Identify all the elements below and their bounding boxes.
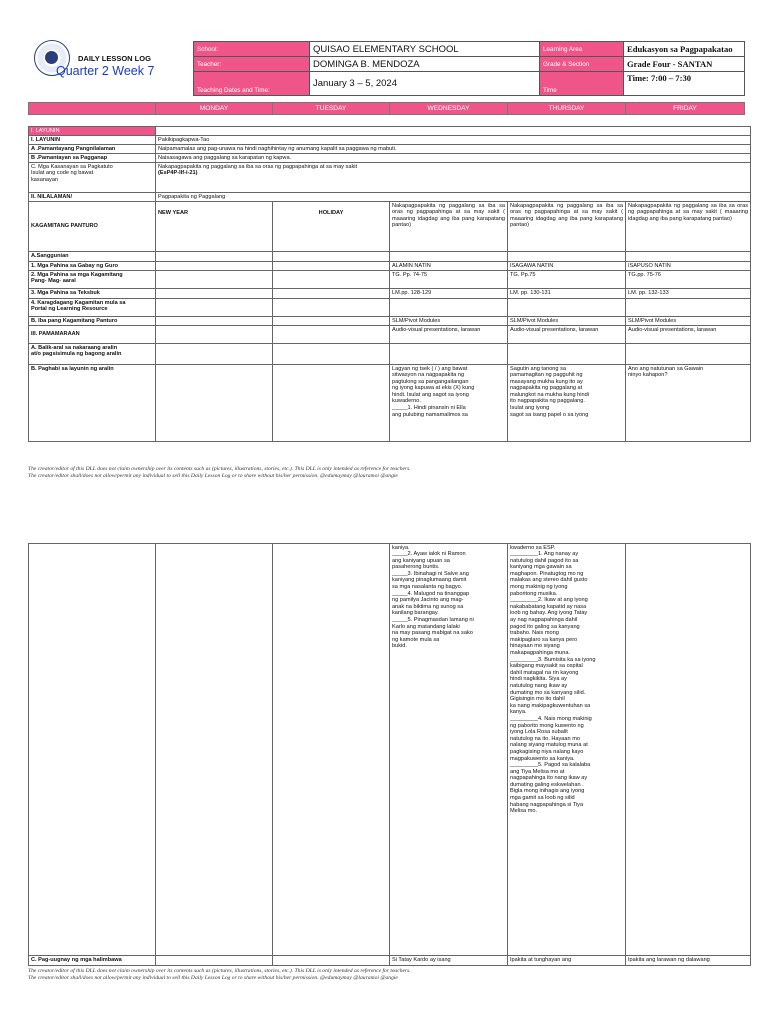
gabay-guro-label: 1. Mga Pahina sa Gabay ng Guro xyxy=(29,262,156,271)
footer-line1: The creator/editor of this DLL does not claim ownership over its contents such as (pictures, illustrations, stories, etc.). This DLL is only intended as reference for teachers. xyxy=(28,466,411,472)
pamantayang-pangnilalaman-value: Naipamamalas ang pag-unawa na hindi naghihintay ng anumang kapalit sa paggawa ng mabuti. xyxy=(156,145,751,154)
days-blank xyxy=(29,103,156,115)
paghabi-label: B. Paghabi sa layunin ng aralin xyxy=(29,365,156,442)
kasanayan-text: Nakapagpapakita ng paggalang sa iba sa oras ng pagpapahinga at sa may sakit xyxy=(158,163,358,170)
ip-thursday: SLM/Pivot Modules xyxy=(508,317,626,326)
grade-label: Grade & Section xyxy=(540,57,624,72)
footer-page1 xyxy=(28,466,750,481)
page2-wednesday-text: kaniya. _____2. Ayaw ialok ni Ramon ang kaniyang upuan sa pasaherong buntis. _____3. Ibinahagi ni Salve ang kaniyang pinaglumaang damit sa mga nasalanta ng bagyo. _____4. Malugod na tinanggap ng pamilya Jacinto ang mag- anak na biktima ng sunog sa kanilang barangay. _____5. Pinagmasdan lamang ni Karlo ang matandang lalaki na may pasang mabigat na sako ng kamote mula sa bukid. xyxy=(390,544,508,956)
kasanayan-label: C. Mga Kasanayan sa Pagkatuto Isulat ang code ng bawat kasanayan xyxy=(29,163,156,193)
paguugnay-wednesday: Si Tatay Kardo ay isang xyxy=(390,956,508,966)
paguugnay-thursday: Ipakita at tunghayan ang xyxy=(508,956,626,966)
area-value: Edukasyon sa Pagpapakatao xyxy=(624,42,745,57)
sanggunian-label: A.Sanggunian xyxy=(29,252,156,262)
holiday-label: HOLIDAY xyxy=(273,202,390,252)
day-monday: MONDAY xyxy=(156,103,273,115)
kp-wednesday: TG. Pp. 74-75 xyxy=(390,271,508,289)
day-thursday: THURSDAY xyxy=(508,103,626,115)
layunin-label: I. LAYUNIN xyxy=(29,136,156,145)
footer-line1: The creator/editor of this DLL does not claim ownership over its contents such as (pictures, illustrations, stories, etc.). This DLL is only intended as reference for teachers. xyxy=(28,968,411,974)
teksbuk-thursday: LM. pp. 130-131 xyxy=(508,289,626,299)
school-label: School: xyxy=(194,42,310,57)
layunin-value: Pakikipagkapwa-Tao xyxy=(156,136,751,145)
paghabi-wednesday: Lagyan ng tsek ( / ) ang bawat sitwasyon na nagpapakita ng pagtulong sa pangangailangan ng iyong kapuwa at ekis (X) kung hindi. Isulat ang sagot sa iyong kuwaderno. _____1. Hindi pinansin ni Ella ang pulubing namamalimos sa xyxy=(390,365,508,442)
day-friday: FRIDAY xyxy=(626,103,745,115)
kagamitang-pang-label: 2. Mga Pahina sa mga Kagamitang Pang- Mag- aaral xyxy=(29,271,156,289)
time-label: Time xyxy=(540,72,624,96)
lesson-grid-page1 xyxy=(28,126,751,442)
footer-line2: The creator/editor shall/does not allow/permit any individual to sell this Daily Lesson Log or to share without his/her permission. @edumaymay @lauramoi @angie xyxy=(28,975,398,982)
balik-aral-label: A. Balik-aral sa nakaraang aralin at/o pagsisimula ng bagong aralin xyxy=(29,344,156,365)
pamantayang-pangnilalaman-label: A .Pamantayang Pangnilalaman xyxy=(29,145,156,154)
iba-pang-label: B. Iba pang Kagamitang Panturo xyxy=(29,317,156,326)
teksbuk-wednesday: LM.pp. 128-129 xyxy=(390,289,508,299)
karagdagang-label: 4. Karagdagang Kagamitan mula sa Portal ng Learning Resource xyxy=(29,299,156,317)
kasanayan-code: (EsP4P-IIf-i-21) xyxy=(158,170,198,177)
footer-line2: The creator/editor shall/does not allow/permit any individual to sell this Daily Lesson Log or to share without his/her permission. @edumaymay @lauramoi @angie xyxy=(28,473,398,480)
kp-thursday: TG. Pp.75 xyxy=(508,271,626,289)
ip-wednesday: SLM/Pivot Modules xyxy=(390,317,508,326)
kasanayan-value xyxy=(156,163,751,193)
kagamitan-thursday: Nakapagpapakita ng paggalang sa iba sa oras ng pagpapahinga at sa may sakit ( maaaring idagdag ang iba pang karapatang pantao) xyxy=(508,202,626,252)
gabay-thursday: ISAGAWA NATIN xyxy=(508,262,626,271)
nilalaman-value: Pagpapakita ng Paggalang xyxy=(156,193,751,202)
pamantayan-pagganap-value: Naisasagawa ang paggalang sa karapatan ng kapwa. xyxy=(156,154,751,163)
dll-title: DAILY LESSON LOG xyxy=(78,54,151,63)
day-wednesday: WEDNESDAY xyxy=(390,103,508,115)
new-year-label: NEW YEAR xyxy=(156,202,273,252)
layunin-head: I. LAYUNIN xyxy=(29,127,156,136)
lesson-grid-page2 xyxy=(28,543,751,966)
school-value: QUISAO ELEMENTARY SCHOOL xyxy=(310,42,540,57)
kagamitan-label: KAGAMITANG PANTURO xyxy=(29,202,156,252)
teksbuk-label: 3. Mga Pahina sa Teksbuk xyxy=(29,289,156,299)
gabay-friday: ISAPUSO NATIN xyxy=(626,262,751,271)
teacher-value: DOMINGA B. MENDOZA xyxy=(310,57,540,72)
kagamitan-wednesday: Nakapagpapakita ng paggalang sa iba sa oras ng pagpapahinga at sa may sakit ( maaaring idagdag ang iba pang karapatang pantao) xyxy=(390,202,508,252)
pm-wednesday: Audio-visual presentations, larawan xyxy=(390,326,508,344)
footer-page2 xyxy=(28,968,750,983)
area-label: Learning Area xyxy=(540,42,624,57)
day-tuesday: TUESDAY xyxy=(273,103,390,115)
dates-value: January 3 – 5, 2024 xyxy=(310,72,540,96)
pm-friday: Audio-visual presentations, larawan xyxy=(626,326,751,344)
time-value: Time: 7:00 – 7:30 xyxy=(624,72,745,96)
gabay-wednesday: ALAMIN NATIN xyxy=(390,262,508,271)
pamamaraan-label: III. PAMAMARAAN xyxy=(29,326,156,344)
days-header xyxy=(28,102,745,115)
paghabi-friday: Ano ang natutunan sa Gawain ninyo kahapon? xyxy=(626,365,751,442)
dates-label: Teaching Dates and Time: xyxy=(194,72,310,96)
ip-friday: SLM/Pivot Modules xyxy=(626,317,751,326)
quarter-label: Quarter 2 Week 7 xyxy=(56,64,155,78)
grade-value: Grade Four - SANTAN xyxy=(624,57,745,72)
paguugnay-friday: Ipakita ang larawan ng dalawang xyxy=(626,956,751,966)
paghabi-thursday: Sagutin ang tanong sa pamamagitan ng pagguhit ng masayang mukha kung ito ay nagpapakita ng paggalang at malungkot na mukha kung hindi ito nagpapakita ng paggalang. Isulat ang iyong sagot sa isang papel o sa iyong xyxy=(508,365,626,442)
pm-thursday: Audio-visual presentations, larawan xyxy=(508,326,626,344)
teacher-label: Teacher: xyxy=(194,57,310,72)
paguugnay-label: C. Pag-uugnay ng mga halimbawa xyxy=(29,956,156,966)
nilalaman-label: II. NILALAMAN/ xyxy=(29,193,156,202)
pamantayan-pagganap-label: B .Pamantayan sa Pagganap xyxy=(29,154,156,163)
kp-friday: TG.pp. 75-76 xyxy=(626,271,751,289)
page2-thursday-text: kwaderno sa ESP. _________1. Ang nanay ay natutulog dahil pagod ito sa kaniyang mga gawain sa maghapon. Pinatugtog mo ng malakas ang stereo dahil gusto mong makinig ng iyong paboritong musika. _________2. Ikaw at ang iyong nakababatang kapatid ay nasa loob ng bahay. Ang iyong Tatay ay nag nagpapahinga dahil pagod ito galing sa kanyang trabaho. Nais mong makipaglaro sa kanya pero hinayaan mo siyang makapagpahinga muna. _________3. Bumisita ka sa iyong kaibigang maysakit sa ospital dahil matagal na rin kayong hindi nagkikita. Siya ay natutulog nang ikaw ay dumating mo sa kanyang silid. Gigisingin mo ito dahil ka nang makipagkuwentuhan sa kanya. _________4. Nais mong makinig ng paborito mong kuwento ng iyong Lola Rosa subalit natutulog na ito. Hayaan mo nalang siyang matulog muna at pagkagising niya nalang kayo magpakuwento sa kaniya. _________5. Pagod sa kalalaba ang Tiya Melisa mo at nagpapahinga ito nang ikaw ay dumating galing eskwelahan . Bigla mong inihagis ang iyong mga gamit sa loob ng silid habang nagpapahinga si Tiya Melisa mo. xyxy=(508,544,626,956)
kagamitan-friday: Nakapagpapakita ng paggalang sa iba sa oras ng pagpapahinga at sa may sakit ( maaaring idagdag ang iba pang karapatang pantao) xyxy=(626,202,751,252)
teksbuk-friday: LM. pp. 132-133 xyxy=(626,289,751,299)
header-table xyxy=(193,41,745,96)
